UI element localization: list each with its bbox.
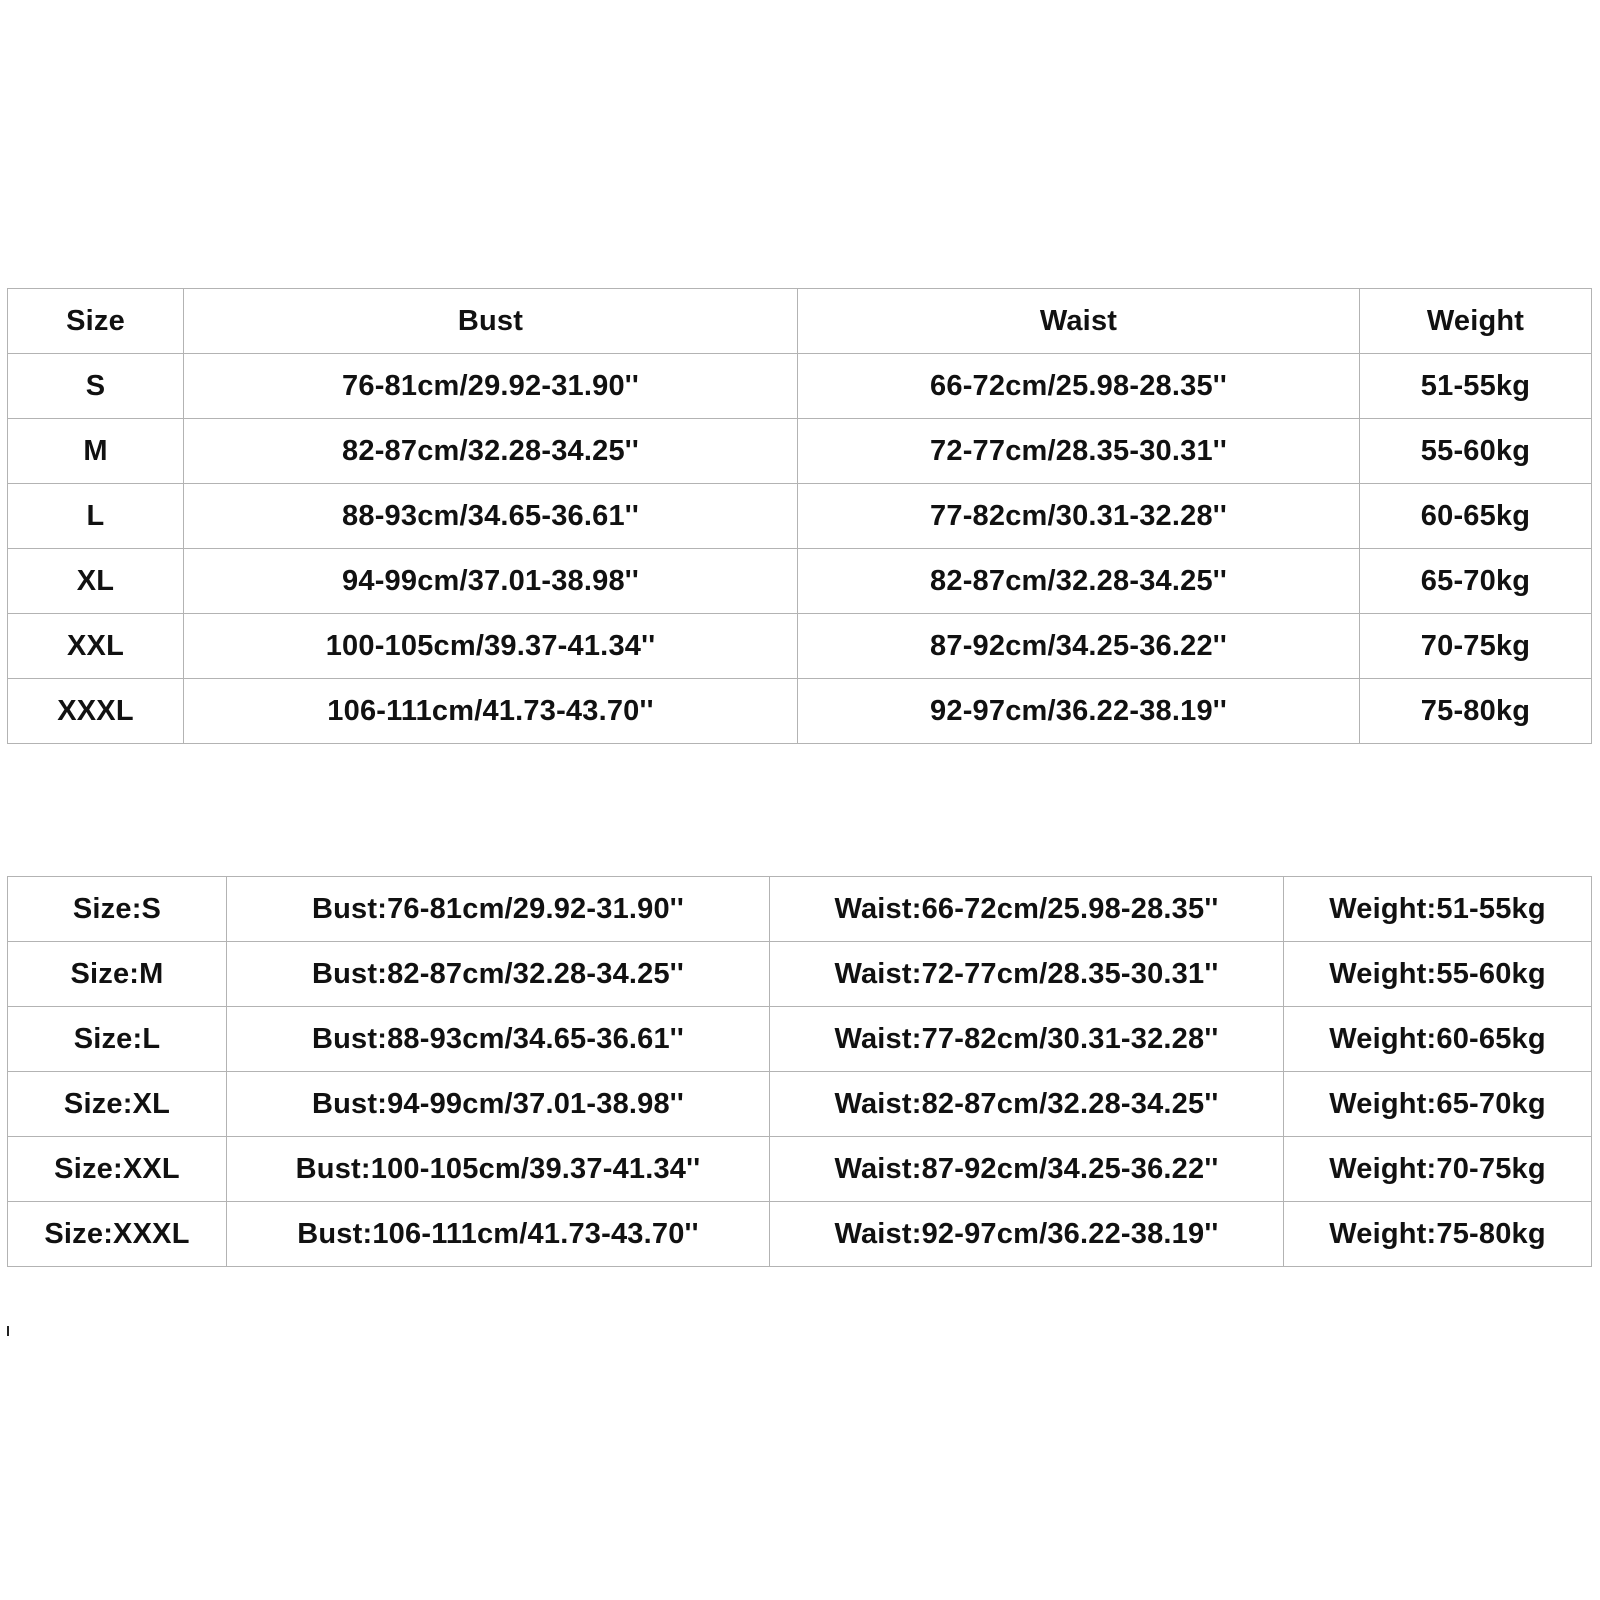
bust-cell: 94-99cm/37.01-38.98'' bbox=[184, 549, 798, 614]
size-cell: XL bbox=[8, 549, 184, 614]
weight-cell: Weight:60-65kg bbox=[1284, 1007, 1592, 1072]
size-cell: Size:XXL bbox=[8, 1137, 227, 1202]
size-cell: Size:XL bbox=[8, 1072, 227, 1137]
table-row bbox=[8, 1202, 1592, 1267]
size-cell: XXL bbox=[8, 614, 184, 679]
table-row bbox=[8, 942, 1592, 1007]
waist-cell: 92-97cm/36.22-38.19'' bbox=[798, 679, 1360, 744]
size-cell: Size:M bbox=[8, 942, 227, 1007]
table-row bbox=[8, 354, 1592, 419]
weight-cell: 55-60kg bbox=[1360, 419, 1592, 484]
header-cell-waist: Waist bbox=[798, 289, 1360, 354]
stray-tick-mark bbox=[7, 1326, 9, 1336]
waist-cell: 72-77cm/28.35-30.31'' bbox=[798, 419, 1360, 484]
size-cell: Size:XXXL bbox=[8, 1202, 227, 1267]
table-row bbox=[8, 877, 1592, 942]
size-cell: Size:S bbox=[8, 877, 227, 942]
header-row bbox=[8, 289, 1592, 354]
weight-cell: 65-70kg bbox=[1360, 549, 1592, 614]
size-cell: S bbox=[8, 354, 184, 419]
table-row bbox=[8, 1072, 1592, 1137]
size-chart-table-bottom bbox=[7, 876, 1592, 1267]
size-cell: M bbox=[8, 419, 184, 484]
bust-cell: Bust:100-105cm/39.37-41.34'' bbox=[227, 1137, 770, 1202]
table-row bbox=[8, 549, 1592, 614]
table-row bbox=[8, 1137, 1592, 1202]
weight-cell: Weight:55-60kg bbox=[1284, 942, 1592, 1007]
weight-cell: 51-55kg bbox=[1360, 354, 1592, 419]
weight-cell: Weight:70-75kg bbox=[1284, 1137, 1592, 1202]
waist-cell: 87-92cm/34.25-36.22'' bbox=[798, 614, 1360, 679]
bust-cell: Bust:88-93cm/34.65-36.61'' bbox=[227, 1007, 770, 1072]
weight-cell: Weight:51-55kg bbox=[1284, 877, 1592, 942]
waist-cell: 82-87cm/32.28-34.25'' bbox=[798, 549, 1360, 614]
weight-cell: Weight:75-80kg bbox=[1284, 1202, 1592, 1267]
size-cell: XXXL bbox=[8, 679, 184, 744]
bust-cell: 100-105cm/39.37-41.34'' bbox=[184, 614, 798, 679]
table-row bbox=[8, 419, 1592, 484]
weight-cell: 60-65kg bbox=[1360, 484, 1592, 549]
table-row bbox=[8, 679, 1592, 744]
waist-cell: Waist:72-77cm/28.35-30.31'' bbox=[770, 942, 1284, 1007]
waist-cell: 66-72cm/25.98-28.35'' bbox=[798, 354, 1360, 419]
bust-cell: Bust:106-111cm/41.73-43.70'' bbox=[227, 1202, 770, 1267]
size-chart-table-top bbox=[7, 288, 1592, 744]
header-cell-bust: Bust bbox=[184, 289, 798, 354]
bust-cell: Bust:82-87cm/32.28-34.25'' bbox=[227, 942, 770, 1007]
bust-cell: 82-87cm/32.28-34.25'' bbox=[184, 419, 798, 484]
waist-cell: Waist:66-72cm/25.98-28.35'' bbox=[770, 877, 1284, 942]
header-cell-size: Size bbox=[8, 289, 184, 354]
bust-cell: 88-93cm/34.65-36.61'' bbox=[184, 484, 798, 549]
waist-cell: Waist:82-87cm/32.28-34.25'' bbox=[770, 1072, 1284, 1137]
weight-cell: 75-80kg bbox=[1360, 679, 1592, 744]
size-cell: Size:L bbox=[8, 1007, 227, 1072]
header-cell-weight: Weight bbox=[1360, 289, 1592, 354]
waist-cell: 77-82cm/30.31-32.28'' bbox=[798, 484, 1360, 549]
weight-cell: Weight:65-70kg bbox=[1284, 1072, 1592, 1137]
bust-cell: 106-111cm/41.73-43.70'' bbox=[184, 679, 798, 744]
weight-cell: 70-75kg bbox=[1360, 614, 1592, 679]
table-row bbox=[8, 614, 1592, 679]
size-cell: L bbox=[8, 484, 184, 549]
bust-cell: Bust:76-81cm/29.92-31.90'' bbox=[227, 877, 770, 942]
bust-cell: 76-81cm/29.92-31.90'' bbox=[184, 354, 798, 419]
waist-cell: Waist:92-97cm/36.22-38.19'' bbox=[770, 1202, 1284, 1267]
bust-cell: Bust:94-99cm/37.01-38.98'' bbox=[227, 1072, 770, 1137]
waist-cell: Waist:77-82cm/30.31-32.28'' bbox=[770, 1007, 1284, 1072]
waist-cell: Waist:87-92cm/34.25-36.22'' bbox=[770, 1137, 1284, 1202]
table-row bbox=[8, 484, 1592, 549]
table-row bbox=[8, 1007, 1592, 1072]
